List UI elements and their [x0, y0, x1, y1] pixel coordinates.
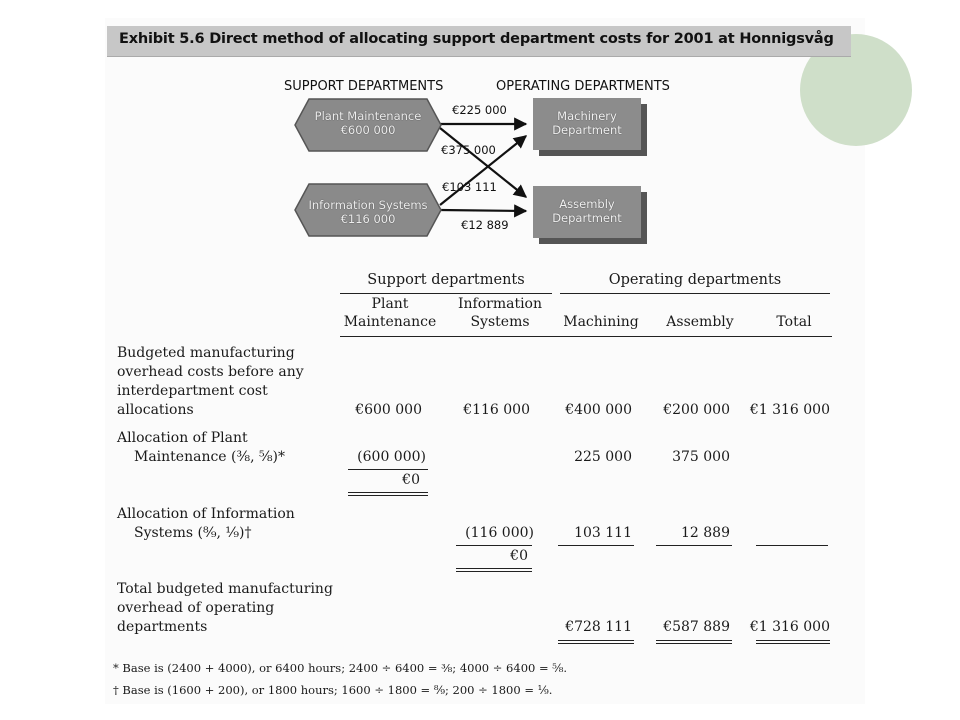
- row2-plant: (600 000): [357, 449, 426, 465]
- row4-label-line2: overhead of operating: [117, 600, 275, 616]
- row3-machining: 103 111: [574, 525, 632, 541]
- rule-row3-info: [456, 545, 532, 546]
- row3-info-net: €0: [510, 548, 528, 564]
- row3-info: (116 000): [465, 525, 534, 541]
- rule-row3-total: [756, 545, 828, 546]
- rule-row4-assembly-b: [656, 643, 732, 644]
- col-assembly: Assembly: [666, 314, 734, 330]
- group-header-support: Support departments: [367, 272, 525, 288]
- assembly-department-node: [533, 186, 641, 238]
- col-info-line2: Systems: [470, 314, 530, 330]
- footnote-star: * Base is (2400 + 4000), or 6400 hours; 2400 ÷ 6400 = ⅜; 4000 ÷ 6400 = ⅝.: [113, 661, 568, 675]
- row2-assembly: 375 000: [672, 449, 730, 465]
- information-systems-name: Information Systems: [308, 198, 428, 212]
- arrow-is-to-assembly: [440, 210, 526, 211]
- rule-row2-plant: [348, 469, 428, 470]
- plant-maintenance-name: Plant Maintenance: [314, 109, 422, 123]
- support-departments-header: SUPPORT DEPARTMENTS: [284, 79, 444, 94]
- row3-assembly: 12 889: [681, 525, 730, 541]
- row4-machining: €728 111: [565, 619, 632, 635]
- machinery-line2: Department: [552, 123, 622, 137]
- col-info-line1: Information: [457, 296, 543, 312]
- operating-departments-header: OPERATING DEPARTMENTS: [496, 79, 670, 94]
- rule-operating-group: [560, 293, 830, 294]
- col-plant-line2: Maintenance: [343, 314, 437, 330]
- row1-info: €116 000: [463, 402, 530, 418]
- row3-label-line1: Allocation of Information: [117, 506, 295, 522]
- row1-total: €1 316 000: [749, 402, 830, 418]
- rule-row3-assembly: [656, 545, 732, 546]
- rule-row4-total-a: [756, 640, 830, 641]
- row1-label-line4: allocations: [117, 402, 194, 418]
- assembly-line2: Department: [552, 211, 622, 225]
- machinery-line1: Machinery: [557, 109, 617, 123]
- row1-plant: €600 000: [355, 402, 422, 418]
- row1-label-line2: overhead costs before any: [117, 364, 304, 380]
- footnote-dagger: † Base is (1600 + 200), or 1800 hours; 1600 ÷ 1800 = ⁸⁄₉; 200 ÷ 1800 = ¹⁄₉.: [113, 683, 553, 697]
- plant-maintenance-node: [293, 97, 443, 153]
- flow-is-assembly: €12 889: [461, 218, 509, 232]
- row4-label-line3: departments: [117, 619, 208, 635]
- row2-machining: 225 000: [574, 449, 632, 465]
- rule-row4-assembly-a: [656, 640, 732, 641]
- row4-assembly: €587 889: [663, 619, 730, 635]
- row3-label-line2: Systems (⁸⁄₉, ¹⁄₉)†: [134, 525, 252, 541]
- col-total: Total: [776, 314, 812, 330]
- col-plant-line1: Plant: [371, 296, 409, 312]
- row4-total: €1 316 000: [749, 619, 830, 635]
- rule-row2-plant-double-b: [348, 495, 428, 496]
- assembly-line1: Assembly: [559, 197, 615, 211]
- group-header-operating: Operating departments: [608, 272, 782, 288]
- row2-plant-net: €0: [402, 472, 420, 488]
- rule-row4-machining-b: [558, 643, 634, 644]
- row2-label-line1: Allocation of Plant: [117, 430, 248, 446]
- rule-row3-info-double-a: [456, 568, 532, 569]
- row4-label-line1: Total budgeted manufacturing: [117, 581, 333, 597]
- flow-pm-assembly: €375 000: [441, 143, 496, 157]
- exhibit-title: Exhibit 5.6 Direct method of allocating support department costs for 2001 at Honnigsvåg: [119, 31, 834, 47]
- rule-row3-info-double-b: [456, 571, 532, 572]
- machinery-department-node: [533, 98, 641, 150]
- information-systems-node: [293, 182, 443, 238]
- rule-row3-machining: [558, 545, 634, 546]
- rule-under-headers: [340, 336, 832, 337]
- rule-row4-machining-a: [558, 640, 634, 641]
- row1-label-line1: Budgeted manufacturing: [117, 345, 295, 361]
- flow-pm-machinery: €225 000: [452, 103, 507, 117]
- rule-support-group: [340, 293, 552, 294]
- plant-maintenance-amount: €600 000: [340, 123, 396, 137]
- row1-label-line3: interdepartment cost: [117, 383, 268, 399]
- row1-machining: €400 000: [565, 402, 632, 418]
- rule-row2-plant-double-a: [348, 492, 428, 493]
- col-machining: Machining: [563, 314, 639, 330]
- row1-assembly: €200 000: [663, 402, 730, 418]
- information-systems-amount: €116 000: [340, 212, 396, 226]
- rule-row4-total-b: [756, 643, 830, 644]
- flow-is-machinery: €103 111: [442, 180, 497, 194]
- row2-label-line2: Maintenance (⅜, ⅝)*: [134, 449, 286, 465]
